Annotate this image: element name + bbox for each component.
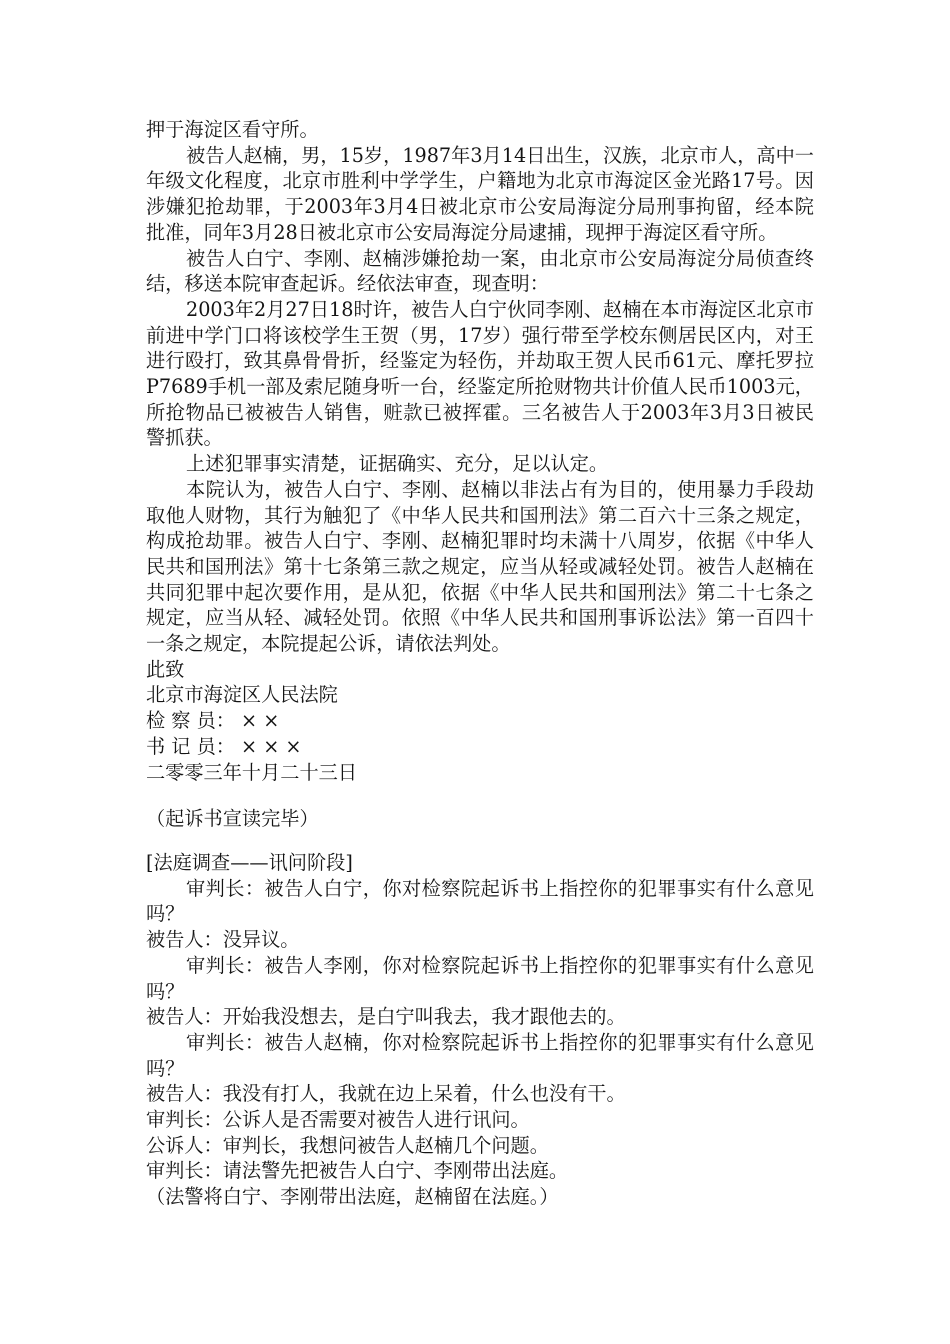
- closing-salutation: 此致: [146, 657, 185, 681]
- spacer: [146, 832, 814, 850]
- dialogue-line: 公诉人：审判长，我想问被告人赵楠几个问题。: [146, 1133, 549, 1157]
- spacer: [146, 785, 814, 806]
- paragraph-case-summary: 被告人白宁、李刚、赵楠涉嫌抢劫一案，由北京市公安局海淀分局侦查终结，移送本院审查起诉。经依法审查，现查明：: [146, 246, 814, 296]
- issuing-court: 北京市海淀区人民法院: [146, 683, 338, 707]
- dialogue-line: 被告人：开始我没想去，是白宁叫我去，我才跟他去的。: [146, 1005, 626, 1029]
- document-date: 二零零三年十月二十三日: [146, 760, 358, 784]
- dialogue-line: 被告人：没异议。: [146, 928, 300, 952]
- section-heading-interrogation: [法庭调查——讯问阶段]: [146, 850, 353, 874]
- stage-direction: （法警将白宁、李刚带出法庭，赵楠留在法庭。）: [146, 1185, 559, 1209]
- reading-finished-note: （起诉书宣读完毕）: [146, 807, 319, 831]
- dialogue-line: 审判长：被告人白宁，你对检察院起诉书上指控你的犯罪事实有什么意见吗？: [146, 876, 814, 926]
- paragraph-defendant-zhao: 被告人赵楠，男，15岁，1987年3月14日出生，汉族，北京市人，高中一年级文化程度，北京市胜利中学学生，户籍地为北京市海淀区金光路17号。因涉嫌犯抢劫罪，于2003年3月4日被北京市公安局海淀分局刑事拘留，经本院批准，同年3月28日被北京市公安局海淀分局逮捕，现押于海淀区看守所。: [146, 143, 814, 244]
- document-body: [146, 117, 814, 1210]
- paragraph-court-opinion: 本院认为，被告人白宁、李刚、赵楠以非法占有为目的，使用暴力手段劫取他人财物，其行为触犯了《中华人民共和国刑法》第二百六十三条之规定，构成抢劫罪。被告人白宁、李刚、赵楠犯罪时均未满十八周岁，依据《中华人民共和国刑法》第十七条第三款之规定，应当从轻或减轻处罚。被告人赵楠在共同犯罪中起次要作用，是从犯，依据《中华人民共和国刑法》第二十七条之规定，应当从轻、减轻处罚。依照《中华人民共和国刑事诉讼法》第一百四十一条之规定，本院提起公诉，请依法判处。: [146, 477, 814, 656]
- paragraph-evidence: 上述犯罪事实清楚，证据确实、充分，足以认定。: [186, 452, 609, 476]
- clerk-signature: 书 记 员： × × ×: [146, 734, 302, 758]
- dialogue-line: 审判长：被告人赵楠，你对检察院起诉书上指控你的犯罪事实有什么意见吗？: [146, 1030, 814, 1080]
- dialogue-line: 被告人：我没有打人，我就在边上呆着，什么也没有干。: [146, 1082, 626, 1106]
- paragraph-custody: 押于海淀区看守所。: [146, 118, 319, 141]
- dialogue-line: 审判长：请法警先把被告人白宁、李刚带出法庭。: [146, 1159, 569, 1183]
- paragraph-facts: 2003年2月27日18时许，被告人白宁伙同李刚、赵楠在本市海淀区北京市前进中学门口将该校学生王贺（男，17岁）强行带至学校东侧居民区内，对王进行殴打，致其鼻骨骨折，经鉴定为轻伤，并劫取王贺人民币61元、摩托罗拉P7689手机一部及索尼随身听一台，经鉴定所抢财物共计价值人民币1003元，所抢物品已被被告人销售，赃款已被挥霍。三名被告人于2003年3月3日被民警抓获。: [146, 297, 814, 450]
- dialogue-line: 审判长：公诉人是否需要对被告人进行讯问。: [146, 1108, 530, 1132]
- prosecutor-signature: 检 察 员： × ×: [146, 709, 280, 733]
- dialogue-line: 审判长：被告人李刚，你对检察院起诉书上指控你的犯罪事实有什么意见吗？: [146, 953, 814, 1003]
